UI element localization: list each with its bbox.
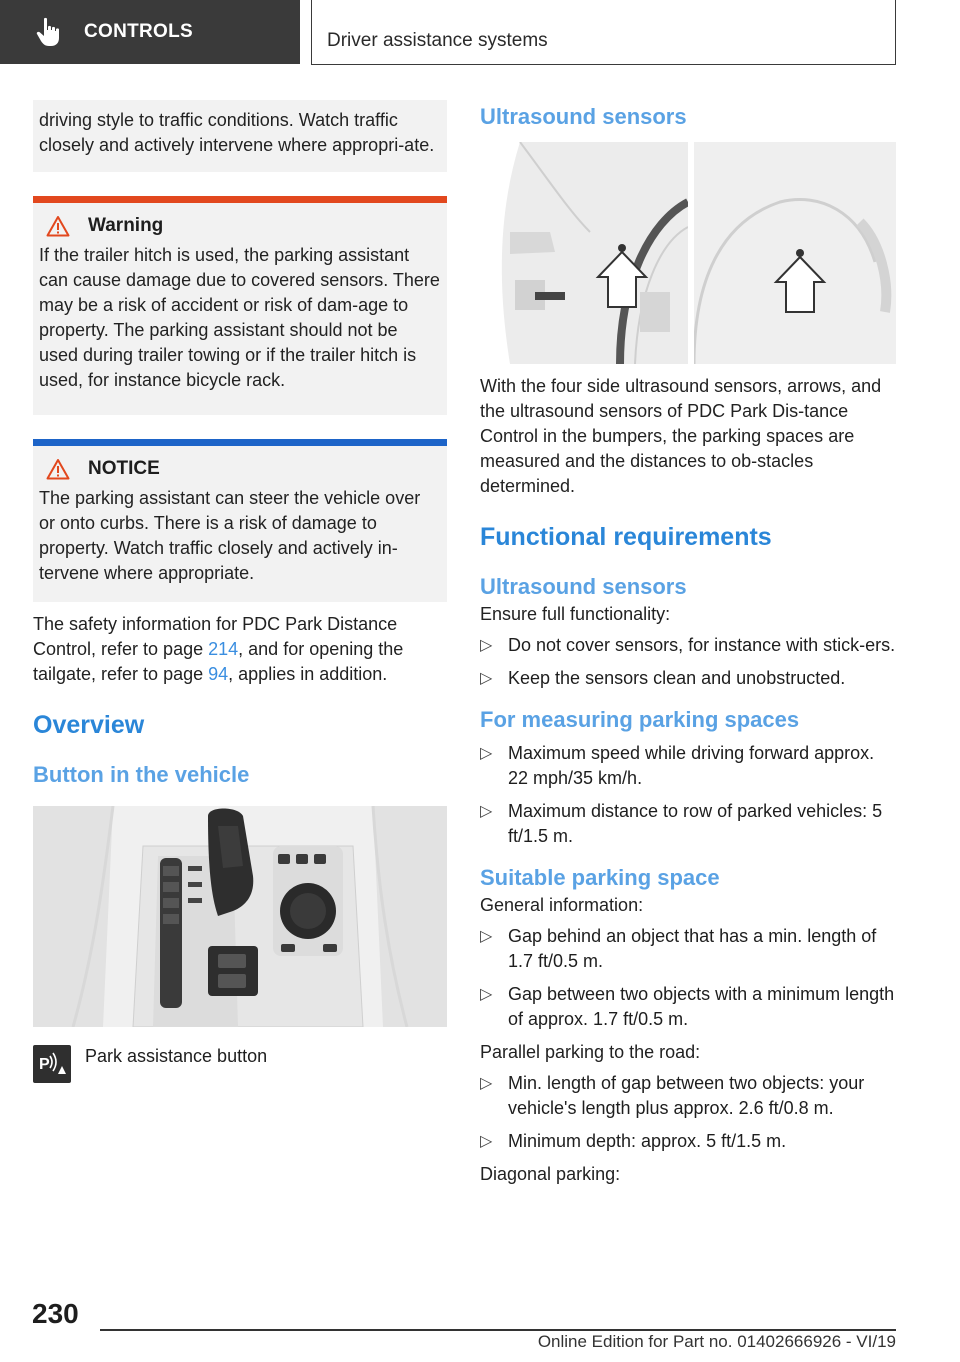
general-list xyxy=(480,924,896,1032)
park-assist-caption-text: Park assistance button xyxy=(85,1046,268,1066)
ultrasound-sensors-illustration xyxy=(480,142,896,364)
warning-text: If the trailer hitch is used, the parking assistant can cause damage due to covered sensors. There may be a risk of accident or risk of dam-age to property. The parking assistant should not be used during trailer towing or if the trailer hitch is used, for instance bicycle rack. xyxy=(39,245,440,390)
ultrasound-heading: Ultrasound sensors xyxy=(480,104,687,129)
chapter-header xyxy=(311,0,896,65)
list-item: ▷ Do not cover sensors, for instance with stick-ers. xyxy=(480,633,896,658)
functional-requirements-heading: Functional requirements xyxy=(480,523,772,551)
measuring-heading: For measuring parking spaces xyxy=(480,707,800,732)
ultrasound-sensors-image xyxy=(480,142,896,364)
button-in-vehicle-heading: Button in the vehicle xyxy=(33,762,250,787)
bullet-marker-icon: ▷ xyxy=(480,1133,493,1150)
warning-title: Warning xyxy=(88,215,164,236)
notice-box xyxy=(33,446,447,602)
notice-triangle-icon xyxy=(46,458,70,480)
diagonal-parking-text: Diagonal parking: xyxy=(480,1164,621,1184)
bullet-marker-icon: ▷ xyxy=(480,637,493,654)
parallel-list xyxy=(480,1071,896,1154)
list-item: ▷ Gap between two objects with a minimum length of approx. 1.7 ft/0.5 m. xyxy=(480,984,895,1029)
park-assist-caption xyxy=(33,1045,447,1083)
continued-caution-box xyxy=(33,100,447,172)
overview-heading: Overview xyxy=(33,711,145,739)
ensure-text: Ensure full functionality: xyxy=(480,604,671,624)
safety-text-a: The safety information for PDC Park Distance Control, refer to page xyxy=(33,614,398,659)
hand-pointer-icon xyxy=(34,15,68,49)
park-assist-icon xyxy=(33,1045,71,1083)
bullet-marker-icon: ▷ xyxy=(480,1075,493,1092)
general-info-text: General information: xyxy=(480,895,644,915)
list-item: ▷ Maximum speed while driving forward approx. 22 mph/35 km/h. xyxy=(480,743,875,788)
ultrasound-subheading: Ultrasound sensors xyxy=(480,574,687,599)
notice-title: NOTICE xyxy=(88,458,160,479)
edition-footer: Online Edition for Part no. 01402666926 - VI/19 xyxy=(537,1332,896,1351)
list-item: ▷ Min. length of gap between two objects: your vehicle's length plus approx. 2.6 ft/0.8 m. xyxy=(480,1073,865,1118)
ultrasound-description: With the four side ultrasound sensors, arrows, and the ultrasound sensors of PDC Park Dis-tance Control in the bumpers, the parking spaces are measured and the distances to ob-stacles determined. xyxy=(480,376,882,496)
bullet-marker-icon: ▷ xyxy=(480,745,493,762)
suitable-space-heading: Suitable parking space xyxy=(480,865,720,890)
list-item: ▷ Minimum depth: approx. 5 ft/1.5 m. xyxy=(480,1129,896,1154)
bullet-marker-icon: ▷ xyxy=(480,986,493,1003)
safety-text-b: , and for opening the tailgate, refer to page xyxy=(33,639,404,684)
center-console-image xyxy=(33,806,447,1027)
list-item: ▷ Maximum distance to row of parked vehicles: 5 ft/1.5 m. xyxy=(480,801,883,846)
warning-title-row xyxy=(39,215,441,237)
page-number: 230 xyxy=(32,1298,79,1329)
warning-triangle-icon xyxy=(46,215,70,237)
page-link-214[interactable]: 214 xyxy=(208,639,239,659)
chapter-title: Driver assistance systems xyxy=(327,30,548,51)
list-item: ▷ Gap behind an object that has a min. length of 1.7 ft/0.5 m. xyxy=(480,926,877,971)
safety-info-paragraph xyxy=(33,612,447,687)
measuring-list xyxy=(480,741,896,849)
right-column xyxy=(480,100,896,1187)
parallel-parking-text: Parallel parking to the road: xyxy=(480,1042,701,1062)
notice-title-row xyxy=(39,458,441,480)
left-column xyxy=(33,100,447,1083)
section-tab-label: CONTROLS xyxy=(84,21,194,42)
notice-text: The parking assistant can steer the vehicle over or onto curbs. There is a risk of damage to property. Watch traffic closely and actively in-tervene where appropriate. xyxy=(39,488,421,583)
bullet-marker-icon: ▷ xyxy=(480,803,493,820)
list-item: ▷ Keep the sensors clean and unobstructed. xyxy=(480,666,896,691)
page-link-94[interactable]: 94 xyxy=(208,664,229,684)
warning-box xyxy=(33,203,447,415)
safety-text-c: , applies in addition. xyxy=(228,664,388,684)
footer-divider xyxy=(100,1329,896,1331)
bullet-marker-icon: ▷ xyxy=(480,928,493,945)
ensure-list xyxy=(480,633,896,691)
bullet-marker-icon: ▷ xyxy=(480,670,493,687)
notice-bar xyxy=(33,439,447,446)
continued-caution-text: driving style to traffic conditions. Watch traffic closely and actively intervene where appropri-ate. xyxy=(39,110,435,155)
center-console-illustration xyxy=(33,806,447,1027)
section-tab[interactable] xyxy=(0,0,300,64)
warning-bar xyxy=(33,196,447,203)
svg-text:P: P xyxy=(39,1056,50,1073)
